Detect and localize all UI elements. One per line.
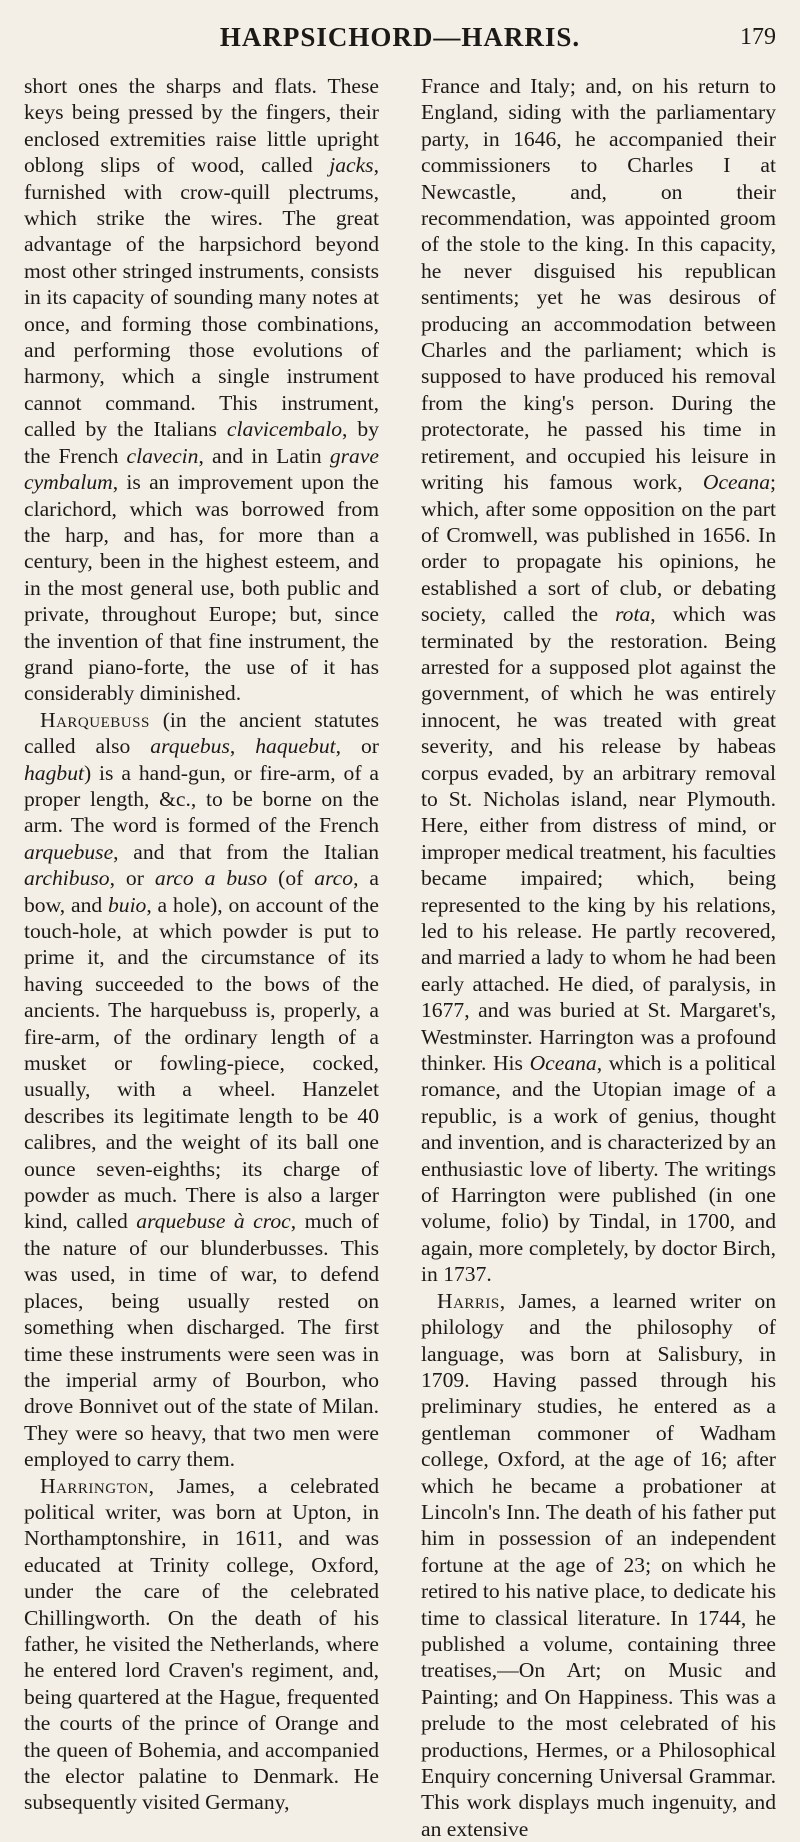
entry-harrington: Harrington, James, a celebrated political writer, was born at Upton, in Northamptonshire, in 1611, and was educated at Trinity college, Oxford, under the care of the celebrated Chillingworth. On the death of his father, he visited the Netherlands, where he entered lord Craven's regiment, and, being quartered at the Hague, frequented the courts of the prince of Orange and the queen of Bohemia, and accompanied the elector palatine to Denmark. He subsequently visited Germany,	[24, 1473, 379, 1815]
running-head: HARPSICHORD—HARRIS.	[219, 22, 581, 52]
right-column	[421, 73, 776, 1842]
entry-headword: Harquebuss	[40, 707, 150, 732]
entry-harquebuss: Harquebuss (in the ancient statutes called also arquebus, haquebut, or hagbut) is a hand-gun, or fire-arm, of a proper length, &c., to be borne on the arm. The word is formed of the French arquebuse, and that from the Italian archibuso, or arco a buso (of arco, a bow, and buio, a hole), on account of the touch-hole, at which powder is put to prime it, and the circumstance of its having succeeded to the bows of the ancients. The harquebuss is, properly, a fire-arm, of the ordinary length of a musket or fowling-piece, cocked, usually, with a wheel. Hanzelet describes its legitimate length to be 40 calibres, and the weight of its ball one ounce seven-eighths; its charge of powder as much. There is also a larger kind, called arquebuse à croc, much of the nature of our blunderbusses. This was used, in time of war, to defend places, being usually rested on something when discharged. The first time these instruments were seen was in the imperial army of Bourbon, who drove Bonnivet out of the state of Milan. They were so heavy, that two men were employed to carry them.	[24, 707, 380, 1472]
entry-harris: Harris, James, a learned writer on philology and the philosophy of language, was born at Salisbury, in 1709. Having passed through his preliminary studies, he entered as a gentleman commoner of Wadham college, Oxford, at the age of 16; after which he became a probationer at Lincoln's Inn. The death of his father put him in possession of an independent fortune at the age of 23; on which he retired to his native place, to dedicate his time to classical literature. In 1744, he published a volume, containing three treatises,—On Art; on Music and Painting; and On Happiness. This was a prelude to the most celebrated of his productions, Hermes, or a Philosophical Enquiry concerning Universal Grammar. This work displays much ingenuity, and an extensive	[421, 1288, 776, 1841]
entry-headword: Harrington	[40, 1473, 149, 1498]
page-number: 179	[740, 24, 776, 50]
paragraph-harrington-continued: France and Italy; and, on his return to England, siding with the parliamentary party, in 1646, he accompanied their commissioners to Charles I at Newcastle, and, on their recommendation, was appointed groom of the stole to the king. In this capacity, he never disguised his republican sentiments; yet he was desirous of producing an accommodation between Charles and the parliament; which is supposed to have produced his removal from the king's person. During the protectorate, he passed his time in retirement, and occupied his leisure in writing his famous work, Oceana; which, after some opposition on the part of Cromwell, was published in 1656. In order to propagate his opinions, he established a sort of club, or debating society, called the rota, which was terminated by the restoration. Being arrested for a supposed plot against the government, of which he was entirely innocent, he was treated with great severity, and his release by habeas corpus evaded, by an arbitrary removal to St. Nicholas island, near Plymouth. Here, either from distress of mind, or improper medical treatment, his faculties became impaired; which, being represented to the king by his relations, led to his release. He partly recovered, and married a lady to whom he had been early attached. He died, of paralysis, in 1677, and was buried at St. Margaret's, Westminster. Harrington was a profound thinker. His Oceana, which is a political romance, and the Utopian image of a republic, is a work of genius, thought and invention, and is characterized by an enthusiastic love of liberty. The writings of Harrington were published (in one volume, folio) by Tindal, in 1700, and again, more completely, by doctor Birch, in 1737.	[421, 74, 777, 1287]
entry-headword: Harris	[437, 1288, 500, 1313]
paragraph-harpsichord-continued: short ones the sharps and flats. These keys being pressed by the fingers, their enclosed extremities raise little upright oblong slips of wood, called jacks, furnished with crow-quill plectrums, which strike the wires. The great advantage of the harpsichord beyond most other stringed instruments, consists in its capacity of sounding many notes at once, and forming those combinations, and performing those evolutions of harmony, which a single instrument cannot command. This instrument, called by the Italians clavicembalo, by the French clavecin, and in Latin grave cymbalum, is an improvement upon the clarichord, which was borrowed from the harp, and has, for more than a century, been in the highest esteem, and in the most general use, both public and private, throughout Europe; but, since the invention of that fine instrument, the grand piano-forte, the use of it has considerably diminished.	[24, 74, 379, 706]
page-header	[0, 22, 800, 62]
left-column	[24, 73, 379, 1816]
